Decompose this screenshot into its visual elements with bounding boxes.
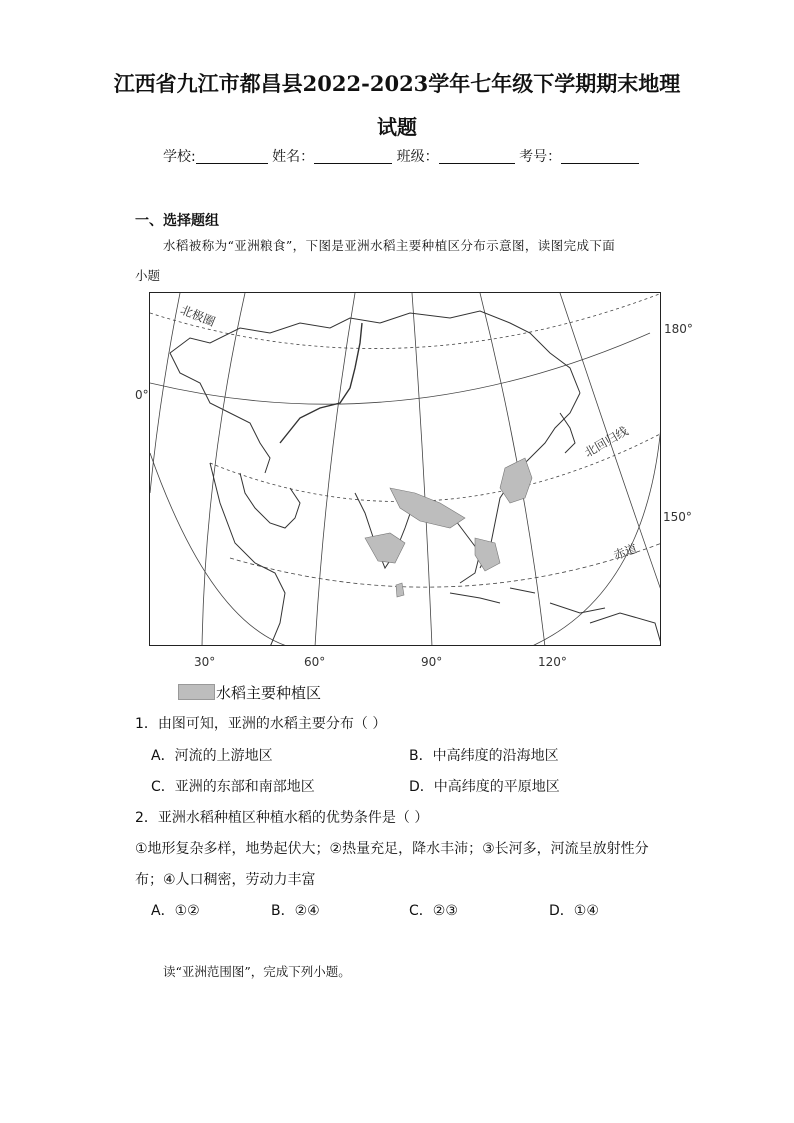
rice-area-ganges — [390, 488, 465, 528]
q1-option-c[interactable]: C．亚洲的东部和南部地区 — [151, 779, 315, 795]
q1-option-a[interactable]: A．河流的上游地区 — [151, 748, 273, 764]
asia-rice-map — [149, 292, 661, 646]
parallel-outer — [150, 453, 290, 646]
rice-area-srilanka — [396, 583, 404, 597]
q1-stem: 1．由图可知，亚洲的水稻主要分布（ ） — [135, 716, 387, 732]
equator — [230, 543, 661, 587]
africa-coast — [210, 463, 285, 646]
q2-stem: 2．亚洲水稻种植区种植水稻的优势条件是（ ） — [135, 810, 429, 826]
arctic-circle-label: 北极圈 — [178, 302, 218, 330]
q2-statements-line1: ①地形复杂多样，地势起伏大；②热量充足，降水丰沛；③长河多，河流呈放射性分 — [135, 841, 649, 857]
q2-statements-line2: 布；④人口稠密，劳动力丰富 — [135, 872, 316, 888]
school-blank[interactable] — [196, 149, 268, 164]
class-label: 班级： — [396, 149, 439, 165]
russia-border — [280, 323, 362, 443]
rice-area-india — [365, 533, 405, 563]
arctic-circle — [150, 293, 661, 349]
student-info-line — [163, 146, 639, 166]
tropic-cancer-label: 北回归线 — [581, 423, 631, 460]
q2-option-a[interactable]: A．①② — [151, 903, 200, 919]
lon-60-label: 60° — [304, 655, 326, 669]
lon-90-label: 90° — [421, 655, 443, 669]
q1-option-d[interactable]: D．中高纬度的平原地区 — [409, 779, 560, 795]
coastline-north — [170, 311, 580, 393]
indonesia — [450, 588, 605, 613]
name-blank[interactable] — [314, 149, 392, 164]
q1-option-b[interactable]: B．中高纬度的沿海地区 — [409, 748, 559, 764]
q2-option-b[interactable]: B．②④ — [271, 903, 320, 919]
equator-label: 赤道 — [611, 541, 639, 563]
map-svg — [150, 293, 661, 646]
meridian-30 — [202, 293, 245, 646]
europe-coast — [170, 353, 270, 473]
school-label: 学校: — [163, 149, 196, 165]
lon-120-label: 120° — [538, 655, 567, 669]
lon-150-label: 150° — [663, 510, 692, 524]
page-title-line1: 江西省九江市都昌县2022-2023学年七年级下学期期末地理 — [113, 71, 681, 96]
japan — [560, 413, 575, 453]
legend-swatch — [178, 684, 215, 700]
lon-180-label: 180° — [664, 322, 693, 336]
q2-option-c[interactable]: C．②③ — [409, 903, 458, 919]
intro-line-1: 水稻被称为“亚洲粮食”，下图是亚洲水稻主要种植区分布示意图，读图完成下面 — [163, 238, 616, 253]
exam-no-blank[interactable] — [561, 149, 639, 164]
exam-no-label: 考号： — [519, 149, 562, 165]
rice-area-seasia — [475, 538, 500, 571]
legend-label: 水稻主要种植区 — [216, 684, 322, 702]
lon-0-label: 0° — [135, 388, 149, 402]
australia — [590, 613, 661, 646]
class-blank[interactable] — [439, 149, 515, 164]
intro-line-2: 小题 — [135, 268, 161, 283]
rice-areas — [365, 458, 532, 597]
next-section-intro: 读“亚洲范围图”，完成下列小题。 — [163, 964, 351, 979]
q2-option-d[interactable]: D．①④ — [549, 903, 599, 919]
meridian-90 — [412, 293, 432, 646]
arabia-coast — [240, 473, 300, 528]
meridian-left — [150, 293, 180, 493]
meridian-60 — [315, 293, 355, 646]
parallel-60 — [150, 333, 650, 404]
page-title-line2: 试题 — [377, 115, 417, 139]
section-heading: 一、选择题组 — [135, 213, 219, 229]
rice-area-east-china — [500, 458, 532, 503]
name-label: 姓名： — [272, 149, 315, 165]
lon-30-label: 30° — [194, 655, 216, 669]
